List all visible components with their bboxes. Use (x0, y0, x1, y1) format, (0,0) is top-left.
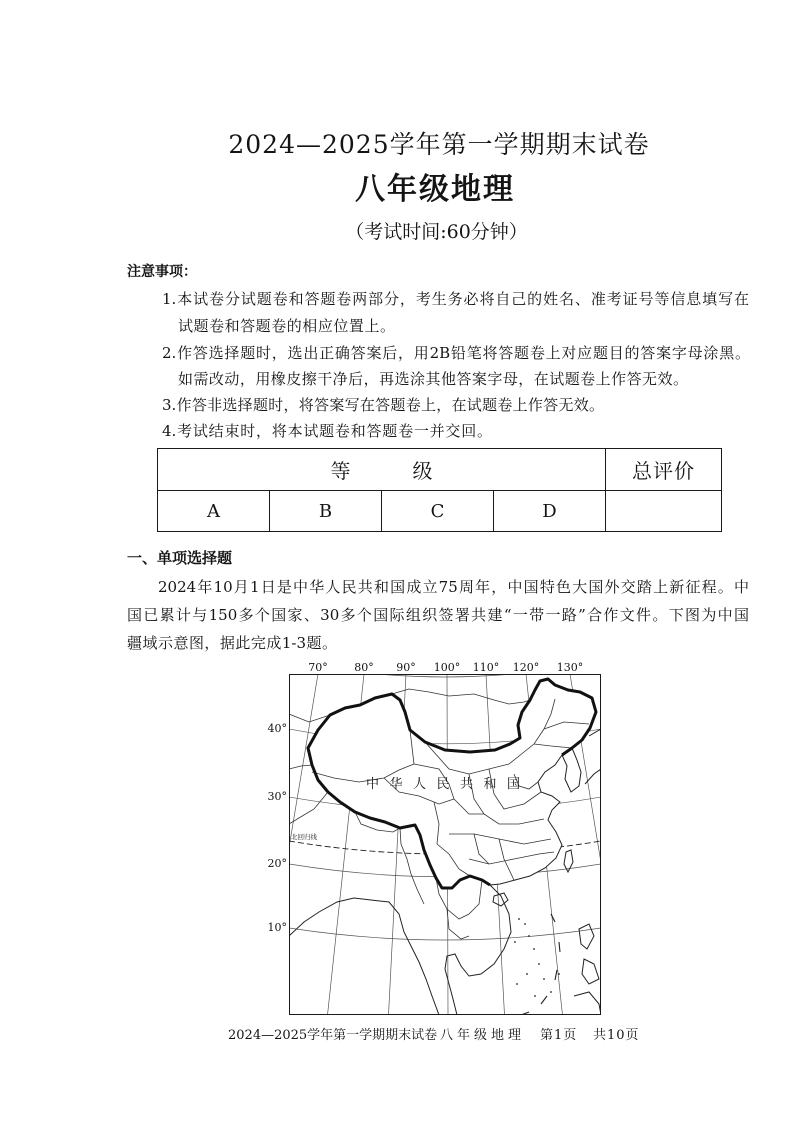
neighbor-border (289, 765, 312, 769)
latitude-label: 30° (267, 790, 287, 803)
philippines-island (579, 924, 594, 949)
grade-table-header-row (158, 449, 722, 491)
island-dot (550, 991, 552, 993)
island-dot (558, 973, 560, 975)
longitude-label: 90° (396, 661, 416, 674)
intro-line-2: 国已累计与150多个国家、30多个国际组织签署共建“一带一路”合作文件。下图为中国 (127, 606, 749, 624)
latitude-label: 20° (267, 857, 287, 870)
note-2-line-2: 如需改动，用橡皮擦干净后，再选涂其他答案字母，在试题卷上作答无效。 (178, 370, 688, 388)
island-dot (543, 978, 545, 980)
island-dot (518, 918, 520, 920)
longitude-label: 80° (354, 661, 374, 674)
note-3-line-1: 3.作答非选择题时，将答案写在答题卷上，在试题卷上作答无效。 (162, 396, 604, 414)
exam-title: 2024—2025学年第一学期期末试卷 (228, 130, 650, 159)
longitude-label: 130° (556, 661, 584, 674)
level-cell-d (494, 491, 606, 532)
intro-line-3: 疆域示意图，据此完成1-3题。 (127, 634, 337, 652)
island-dot (516, 983, 518, 985)
level-label: A (207, 500, 220, 522)
note-2-line-1: 2.作答选择题时，选出正确答案后，用2B铅笔将答题卷上对应题目的答案字母涂黑。 (162, 344, 750, 362)
maritime-dash (521, 1012, 529, 1015)
maritime-dash (541, 996, 547, 1004)
level-label: B (318, 500, 333, 522)
maritime-dash (559, 942, 560, 952)
meridian-line (289, 674, 318, 1015)
grade-header: 等级 (330, 459, 495, 483)
exam-subject: 八年级地理 (355, 172, 515, 207)
level-label: C (430, 500, 445, 522)
maritime-dash (555, 970, 557, 980)
latitude-label: 10° (267, 921, 287, 934)
grade-table (157, 448, 722, 532)
latitude-label: 40° (267, 722, 287, 735)
parallel-line (289, 674, 601, 677)
level-cell-a (158, 491, 270, 532)
island-dot (534, 995, 536, 997)
intro-line-1: 2024年10月1日是中华人民共和国成立75周年，中国特色大国外交踏上新征程。中 (158, 578, 749, 596)
total-value-cell (606, 491, 722, 532)
level-label: D (542, 500, 557, 522)
island-dot (524, 923, 526, 925)
longitude-label: 100° (433, 661, 461, 674)
island-dot (514, 941, 516, 943)
footer-exam-title: 2024—2025学年第一学期期末试卷 (228, 1028, 438, 1043)
longitude-label: 70° (308, 661, 328, 674)
note-1-line-1: 1.本试卷分试题卷和答题卷两部分，考生务必将自己的姓名、准考证号等信息填写在 (162, 290, 749, 308)
grade-table-level-row (158, 491, 722, 532)
level-cell-b (270, 491, 382, 532)
philippines-island (582, 959, 599, 984)
maritime-boundary-dashes (521, 914, 560, 1015)
map-drawing (289, 674, 601, 1015)
philippines-island (574, 992, 601, 1015)
note-4-line-1: 4.考试结束时，将本试题卷和答题卷一并交回。 (162, 422, 492, 440)
japan-coastline (585, 729, 601, 784)
longitude-label: 120° (512, 661, 540, 674)
island-dot (528, 935, 530, 937)
south-asia-coastline (289, 898, 439, 1015)
country-label: 中华人民共和国 (366, 777, 531, 792)
total-header-cell (606, 449, 722, 491)
level-cell-c (382, 491, 494, 532)
island-dot (538, 963, 540, 965)
neighbor-border (392, 689, 530, 704)
footer-subject: 八年级地理 (440, 1028, 526, 1043)
exam-duration: （考试时间:60分钟） (345, 221, 528, 243)
longitude-label: 110° (472, 661, 500, 674)
tropic-label: 北回归线 (291, 833, 317, 841)
neighbor-border (447, 909, 469, 939)
china-territory-map (289, 674, 601, 1015)
footer-page-number: 第1页 (540, 1028, 578, 1043)
footer-total-pages: 共10页 (593, 1028, 640, 1043)
note-1-line-2: 试题卷和答题卷的相应位置上。 (178, 317, 395, 335)
maritime-dash (551, 914, 555, 922)
island-dot (533, 948, 535, 950)
notes-heading: 注意事项： (127, 264, 197, 280)
total-header: 总评价 (632, 459, 695, 483)
island-dot (526, 973, 528, 975)
grade-header-cell (158, 449, 606, 491)
south-china-sea-islands (514, 918, 560, 997)
section-heading: 一、单项选择题 (127, 549, 233, 567)
